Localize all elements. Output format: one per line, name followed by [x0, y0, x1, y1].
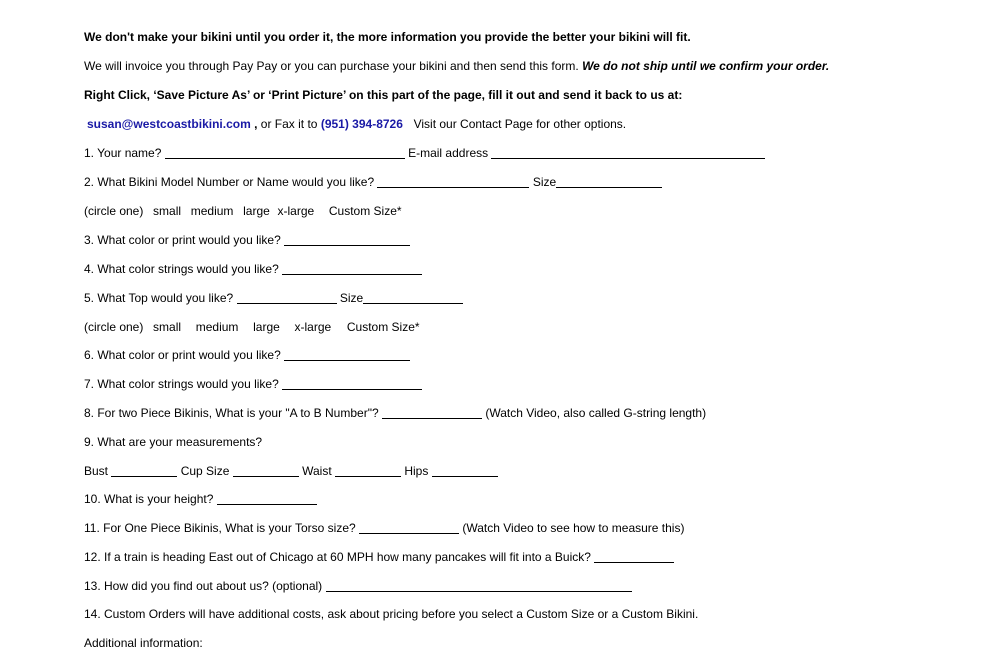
- fax-number: (951) 394-8726: [320, 117, 403, 131]
- top-size-option-medium[interactable]: medium: [195, 320, 239, 334]
- measurements-line: [84, 463, 498, 479]
- contact-page-text: Visit our Contact Page for other options.: [413, 117, 627, 131]
- contact-separator: ,: [254, 117, 258, 131]
- question-5: [84, 290, 463, 306]
- additional-information-label: Additional information:: [84, 636, 203, 650]
- intro-line-2: [84, 58, 829, 74]
- cup-size-field[interactable]: [233, 464, 299, 477]
- question-13: [84, 578, 632, 594]
- top-size-option-x-large[interactable]: x-large: [294, 320, 332, 334]
- a-to-b-field[interactable]: [382, 406, 482, 419]
- name-field[interactable]: [165, 146, 405, 159]
- hips-label: Hips: [404, 464, 429, 478]
- referral-field[interactable]: [326, 579, 632, 592]
- size-option-small[interactable]: small: [153, 204, 182, 218]
- question-12: [84, 549, 674, 565]
- question-4-label: 4. What color strings would you like?: [84, 262, 279, 276]
- top-size-options: [84, 319, 420, 335]
- question-6-label: 6. What color or print would you like?: [84, 348, 281, 362]
- bottom-color-field[interactable]: [284, 233, 410, 246]
- bottom-size-field[interactable]: [556, 175, 662, 188]
- waist-field[interactable]: [335, 464, 401, 477]
- bottom-strings-field[interactable]: [282, 262, 422, 275]
- top-size-option-large[interactable]: large: [253, 320, 280, 334]
- top-size-field[interactable]: [363, 291, 463, 304]
- question-4: [84, 261, 422, 277]
- question-1-label: 1. Your name?: [84, 146, 162, 160]
- question-11-label: 11. For One Piece Bikinis, What is your Torso size?: [84, 521, 356, 535]
- question-10-label: 10. What is your height?: [84, 492, 214, 506]
- email-link[interactable]: susan@westcoastbikini.com: [87, 117, 251, 131]
- top-strings-field[interactable]: [282, 377, 422, 390]
- bust-field[interactable]: [111, 464, 177, 477]
- circle-one-label: (circle one): [84, 320, 144, 334]
- question-8: [84, 405, 706, 421]
- intro-line-1: We don't make your bikini until you order it, the more information you provide the better your bikini will fit.: [84, 30, 691, 44]
- height-field[interactable]: [217, 492, 317, 505]
- torso-field[interactable]: [359, 521, 459, 534]
- question-11: [84, 520, 684, 536]
- question-2: [84, 174, 662, 190]
- contact-line: [87, 116, 626, 132]
- question-8-note: (Watch Video, also called G-string length): [485, 406, 707, 420]
- circle-one-label: (circle one): [84, 204, 144, 218]
- pancakes-field[interactable]: [594, 550, 674, 563]
- top-size-option-small[interactable]: small: [153, 320, 182, 334]
- question-3-label: 3. What color or print would you like?: [84, 233, 281, 247]
- top-model-field[interactable]: [237, 291, 337, 304]
- intro-line-2-emphasis: We do not ship until we confirm your order.: [582, 59, 830, 73]
- question-6: [84, 347, 410, 363]
- question-2-label: 2. What Bikini Model Number or Name would you like?: [84, 175, 375, 189]
- question-3: [84, 232, 410, 248]
- intro-line-2-text: We will invoice you through Pay Pay or you can purchase your bikini and then send this form.: [84, 59, 579, 73]
- top-size-label: Size: [339, 291, 364, 305]
- size-option-medium[interactable]: medium: [190, 204, 234, 218]
- waist-label: Waist: [302, 464, 332, 478]
- question-5-label: 5. What Top would you like?: [84, 291, 234, 305]
- size-option-x-large[interactable]: x-large: [277, 204, 315, 218]
- bottom-size-options: [84, 203, 402, 219]
- intro-line-3: Right Click, ‘Save Picture As’ or ‘Print Picture’ on this part of the page, fill it out and send it back to us at:: [84, 88, 683, 102]
- question-11-note: (Watch Video to see how to measure this): [462, 521, 685, 535]
- cup-size-label: Cup Size: [180, 464, 230, 478]
- question-14: 14. Custom Orders will have additional costs, ask about pricing before you select a Custom Size or a Custom Bikini.: [84, 607, 699, 621]
- question-12-label: 12. If a train is heading East out of Chicago at 60 MPH how many pancakes will fit into a Buick?: [84, 550, 591, 564]
- bust-label: Bust: [84, 464, 109, 478]
- size-option-custom[interactable]: Custom Size*: [328, 204, 402, 218]
- question-10: [84, 491, 317, 507]
- question-7-label: 7. What color strings would you like?: [84, 377, 279, 391]
- size-option-large[interactable]: large: [243, 204, 270, 218]
- hips-field[interactable]: [432, 464, 498, 477]
- fax-text: or Fax it to: [260, 117, 318, 131]
- question-1: [84, 145, 765, 161]
- email-address-label: E-mail address: [408, 146, 489, 160]
- question-9: 9. What are your measurements?: [84, 435, 263, 449]
- question-8-label: 8. For two Piece Bikinis, What is your "A to B Number"?: [84, 406, 379, 420]
- bikini-model-field[interactable]: [377, 175, 529, 188]
- top-color-field[interactable]: [284, 348, 410, 361]
- top-size-option-custom[interactable]: Custom Size*: [346, 320, 420, 334]
- question-13-label: 13. How did you find out about us? (optional): [84, 579, 323, 593]
- email-field[interactable]: [491, 146, 765, 159]
- question-7: [84, 376, 422, 392]
- bottom-size-label: Size: [532, 175, 557, 189]
